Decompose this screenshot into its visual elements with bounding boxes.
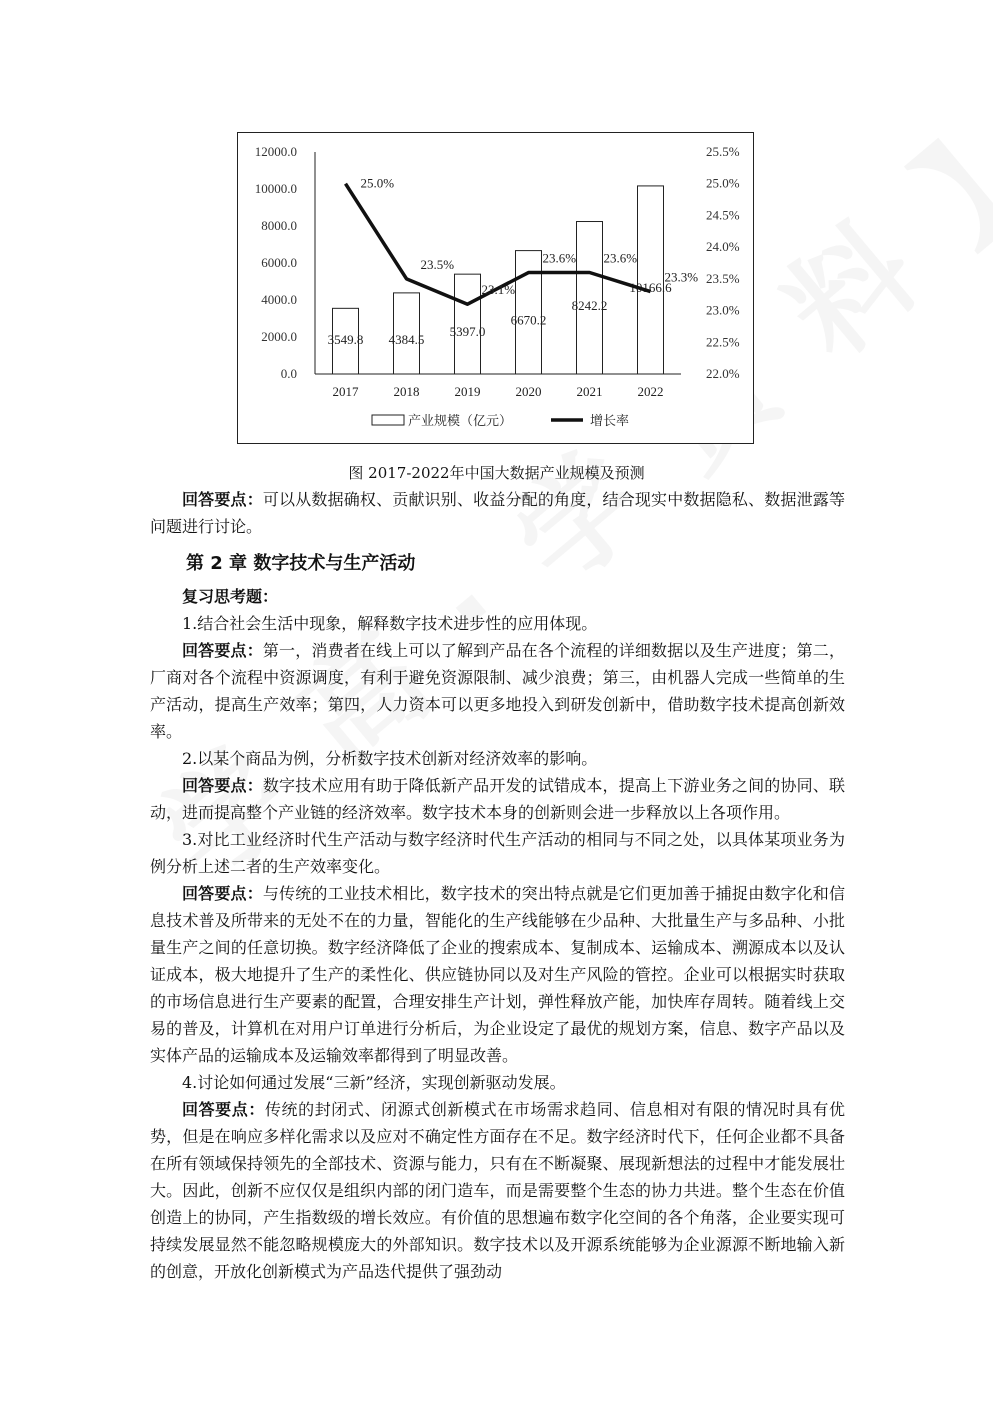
- question-paragraph: [150, 1069, 845, 1096]
- right-tick-label: 22.0%: [706, 366, 740, 381]
- paragraph-text: 3.对比工业经济时代生产活动与数字经济时代生产活动的相同与不同之处，以具体某项业务为例分析上述二者的生产效率变化。: [150, 830, 845, 876]
- legend-line-label: 增长率: [590, 413, 630, 428]
- bar-data-label: 3549.8: [327, 332, 364, 347]
- answer-lead: 回答要点：: [182, 776, 263, 795]
- answer-lead: 回答要点：: [182, 1100, 265, 1119]
- answer-lead: 回答要点：: [182, 641, 263, 660]
- x-tick-label: 2021: [576, 384, 603, 399]
- left-tick-label: 12000.0: [254, 144, 297, 159]
- answer-paragraph: [150, 772, 845, 826]
- answer-paragraph: [150, 880, 845, 1069]
- left-tick-label: 4000.0: [261, 292, 297, 307]
- right-tick-label: 22.5%: [706, 334, 740, 350]
- figure-caption: 图 2017-2022年中国大数据产业规模及预测: [348, 464, 645, 482]
- right-tick-label: 25.0%: [706, 175, 740, 191]
- chart-frame: [237, 132, 754, 444]
- line-data-label: 23.3%: [664, 269, 699, 285]
- bar-data-label: 4384.5: [388, 332, 425, 347]
- paragraph-text: 可以从数据确权、贡献识别、收益分配的角度，结合现实中数据隐私、数据泄露等问题进行讨论。: [150, 490, 845, 536]
- paragraph-text: 2.以某个商品为例，分析数字技术创新对经济效率的影响。: [182, 749, 598, 768]
- question-paragraph: [150, 610, 845, 637]
- answer-lead: 回答要点：: [182, 884, 263, 903]
- right-tick-label: 23.0%: [706, 302, 740, 318]
- legend-bar-swatch: [372, 415, 404, 425]
- x-tick-label: 2018: [393, 384, 420, 399]
- left-tick-label: 6000.0: [261, 255, 297, 270]
- question-paragraph: [150, 826, 845, 880]
- question-paragraph: [150, 745, 845, 772]
- bar-data-label: 5397.0: [449, 324, 486, 340]
- legend-bar-label: 产业规模（亿元）: [408, 413, 513, 428]
- document-body: [150, 486, 845, 1285]
- paragraph-text: 传统的封闭式、闭源式创新模式在市场需求趋同、信息相对有限的情况时具有优势，但是在响应多样化需求以及应对不确定性方面存在不足。数字经济时代下，任何企业都不具备在所有领域保持领先的全部技术、资源与能力，只有在不断凝聚、展现新想法的过程中才能发展壮大。因此，创新不应仅仅是组织内部的闭门造车，而是需要整个生态的协力共进。整个生态在价值创造上的协同，产生指数级的增长效应。有价值的思想遍布数字化空间的各个角落，企业要实现可持续发展显然不能忽略规模庞大的外部知识。数字技术以及开源系统能够为企业源源不断地输入新的创意，开放化创新模式为产品迭代提供了强劲动: [150, 1100, 845, 1281]
- answer-paragraph: [150, 486, 845, 540]
- bar-data-label: 6670.2: [510, 312, 547, 328]
- bar-line-chart: [238, 133, 755, 445]
- paragraph-text: 数字技术应用有助于降低新产品开发的试错成本，提高上下游业务之间的协同、联动，进而提高整个产业链的经济效率。数字技术本身的创新则会进一步释放以上各项作用。: [150, 776, 845, 822]
- section-subheading: 复习思考题：: [182, 587, 279, 606]
- bar-data-label: 10166.6: [629, 279, 672, 295]
- right-tick-label: 24.5%: [706, 207, 740, 223]
- chapter-heading: 第 2 章 数字技术与生产活动: [186, 553, 416, 574]
- line-data-label: 23.6%: [542, 250, 577, 266]
- x-tick-label: 2022: [637, 384, 664, 399]
- answer-paragraph: [150, 1096, 845, 1285]
- x-tick-label: 2019: [454, 384, 481, 399]
- left-tick-label: 10000.0: [254, 181, 297, 196]
- bar-data-label: 8242.2: [571, 297, 608, 313]
- left-tick-label: 2000.0: [261, 329, 297, 344]
- answer-paragraph: [150, 637, 845, 745]
- line-data-label: 23.1%: [481, 282, 516, 298]
- line-data-label: 23.6%: [603, 250, 638, 266]
- line-data-label: 23.5%: [420, 256, 455, 272]
- answer-lead: 回答要点：: [182, 490, 263, 509]
- right-tick-label: 24.0%: [706, 239, 740, 255]
- paragraph-text: 1.结合社会生活中现象，解释数字技术进步性的应用体现。: [182, 614, 598, 633]
- x-tick-label: 2017: [332, 384, 359, 399]
- paragraph-text: 第一，消费者在线上可以了解到产品在各个流程的详细数据以及生产进度；第二，厂商对各个流程中资源调度，有利于避免资源限制、减少浪费；第三，由机器人完成一些简单的生产活动，提高生产效率；第四，人力资本可以更多地投入到研发创新中，借助数字技术提高创新效率。: [150, 641, 845, 741]
- x-tick-label: 2020: [515, 384, 542, 399]
- left-tick-label: 8000.0: [261, 218, 297, 233]
- paragraph-text: 与传统的工业技术相比，数字技术的突出特点就是它们更加善于捕捉由数字化和信息技术普及所带来的无处不在的力量，智能化的生产线能够在少品种、大批量生产与多品种、小批量生产之间的任意切换。数字经济降低了企业的搜索成本、复制成本、运输成本、溯源成本以及认证成本，极大地提升了生产的柔性化、供应链协同以及对生产风险的管控。企业可以根据实时获取的市场信息进行生产要素的配置，合理安排生产计划，弹性释放产能，加快库存周转。随着线上交易的普及，计算机在对用户订单进行分析后，为企业设定了最优的规划方案，信息、数字产品以及实体产品的运输成本及运输效率都得到了明显改善。: [150, 884, 845, 1065]
- right-tick-label: 25.5%: [706, 144, 740, 159]
- line-data-label: 25.0%: [360, 175, 395, 191]
- paragraph-text: 4.讨论如何通过发展“三新”经济，实现创新驱动发展。: [182, 1073, 566, 1092]
- left-tick-label: 0.0: [280, 366, 297, 381]
- right-tick-label: 23.5%: [706, 270, 740, 286]
